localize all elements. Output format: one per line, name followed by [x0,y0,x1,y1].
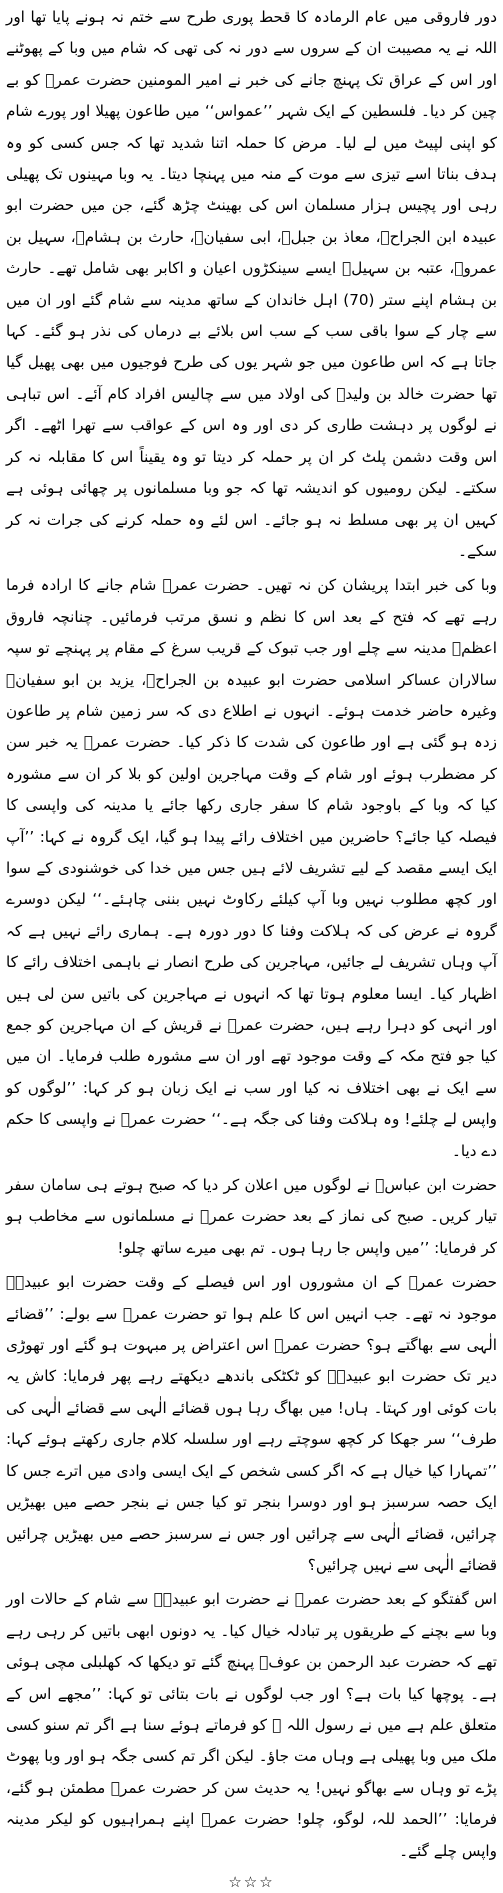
article-paragraph-3: حضرت ابن عباسؓ نے لوگوں میں اعلان کر دیا کہ صبح ہوتے ہی سامان سفر تیار کریں۔ صبح کی نماز کے بعد حضرت عمرؓ نے مسلمانوں سے مخاطب ہو کر فرمایا: ’’میں واپس جا رہا ہوں۔ تم بھی میرے ساتھ چلو! [6,1176,497,1257]
article-paragraph-1: دور فاروقی میں عام الرمادہ کا قحط پوری طرح سے ختم نہ ہونے پایا تھا اور اللہ نے یہ مصیبت ان کے سروں سے دور نہ کی تھی کہ شام میں وبا کے پھوٹنے اور اس کے عراق تک پہنچ جانے کی خبر نے امیر المومنین حضرت عمرؓ کو بے چین کر دیا۔ فلسطین کے ایک شہر ’’عمواس‘‘ میں طاعون پھیلا اور پورے شام کو اپنی لپیٹ میں لے لیا۔ مرض کا حملہ اتنا شدید تھا کہ جس کسی کو وہ ہدف بناتا اسے تیزی سے موت کے منہ میں پہنچا دیتا۔ یہ وبا مہینوں تک پھیلی رہی اور پچیس ہزار مسلمان اس کی بھینٹ چڑھ گئے، جن میں حضرت ابو عبیدہ ابن الجراحؓ، معاذ بن جبلؓ، ابی سفیانؓ، حارث بن ہشامؓ، سہیل بن عمروؓ، عتبہ بن سہیلؓ ایسے سینکڑوں اعیان و اکابر بھی شامل تھے۔ حارث بن ہشام اپنے ستر (70) اہل خاندان کے ساتھ مدینہ سے شام گئے اور ان میں سے چار کے سوا باقی سب کے سب اس بلائے بے درماں کی نذر ہو گئے۔ کہا جاتا ہے کہ اس طاعون میں جو شہر یوں کی طرح فوجیوں میں بھی پھیل گیا تھا حضرت خالد بن ولیدؓ کی اولاد میں سے چالیس افراد کام آئے۔ اس تباہی نے لوگوں پر دہشت طاری کر دی اور وہ اس کے عواقب سے تھرا اٹھے۔ اگر اس وقت دشمن پلٹ کر ان پر حملہ کر دیتا تو وہ یقیناً اس کا مقابلہ نہ کر سکتے۔ لیکن رومیوں کو اندیشہ تھا کہ جو وبا مسلمانوں پر چھائی ہوئی ہے کہیں ان پر بھی مسلط نہ ہو جائے۔ اس لئے وہ حملہ کرنے کی جرات نہ کر سکے۔ [6,8,497,560]
article-paragraph-4: حضرت عمرؓ کے ان مشوروں اور اس فیصلے کے وقت حضرت ابو عبیدہؓ موجود نہ تھے۔ جب انہیں اس کا علم ہوا تو حضرت عمرؓ سے بولے: ’’قضائے الٰہی سے بھاگتے ہو؟ حضرت عمرؓ اس اعتراض پر مبہوت ہو گئے اور تھوڑی دیر تک حضرت ابو عبیدہؓ کو ٹکٹکی باندھے دیکھتے رہے پھر فرمایا: کاش یہ بات کوئی اور کہتا۔ ہاں! میں بھاگ رہا ہوں قضائے الٰہی سے قضائے الٰہی کی طرف‘‘ سر جھکا کر کچھ سوچتے رہے اور سلسلہ کلام جاری رکھتے ہوئے کہا: ’’تمہارا کیا خیال ہے کہ اگر کسی شخص کے ایک ایسی وادی میں اترے جس کا ایک حصہ سرسبز ہو اور دوسرا بنجر تو کیا جس نے بنجر حصے میں بھیڑیں چرائیں، قضائے الٰہی سے چرائیں اور جس نے سرسبز حصے میں بھیڑیں چرائیں قضائے الٰہی سے نہیں چرائیں؟ [6,1273,497,1574]
article-paragraph-5: اس گفتگو کے بعد حضرت عمرؓ نے حضرت ابو عبیدہؓ سے شام کے حالات اور وبا سے بچنے کے طریقوں پر تبادلہ خیال کیا۔ یہ دونوں ابھی باتیں کر رہی رہے تھے کہ حضرت عبد الرحمن بن عوفؓ پہنچ گئے تو دیکھا کہ کھلبلی مچی ہوئی ہے۔ پوچھا کیا بات ہے؟ اور جب لوگوں نے بات بتائی تو کہا: ’’مجھے اس کے متعلق علم ہے میں نے رسول اللہ ﷺ کو فرماتے ہوئے سنا ہے اگر تم سنو کسی ملک میں وبا پھیلی ہے وہاں مت جاؤ۔ لیکن اگر تم کسی جگہ ہو اور وبا پھوٹ پڑے تو وہاں سے بھاگو نہیں! یہ حدیث سن کر حضرت عمرؓ مطمئن ہو گئے، فرمایا: ’’الحمد للہ، لوگو، چلو! حضرت عمرؓ اپنے ہمراہیوں کو لیکر مدینہ واپس چلے گئے۔ [6,1590,497,1860]
article-paragraph-2: وبا کی خبر ابتدا پریشان کن نہ تھیں۔ حضرت عمرؓ شام جانے کا ارادہ فرما رہے تھے کہ فتح کے بعد اس کا نظم و نسق مرتب فرمائیں۔ چنانچہ فاروق اعظمؓ مدینہ سے چلے اور جب تبوک کے قریب سرغ کے مقام پر پہنچے تو سپہ سالاران عساکر اسلامی حضرت ابو عبیدہ بن الجراحؓ، یزید بن ابو سفیانؓ وغیرہ حاضر خدمت ہوئے۔ انہوں نے اطلاع دی کہ سر زمین شام پر طاعون زدہ ہو گئی ہے اور طاعون کی شدت کا ذکر کیا۔ حضرت عمرؓ یہ خبر سن کر مضطرب ہوئے اور شام کے وقت مہاجرین اولین کو بلا کر ان سے مشورہ کیا کہ وبا کے باوجود شام کا سفر جاری رکھا جائے یا مدینہ کی واپسی کا فیصلہ کیا جائے؟ حاضرین میں اختلاف رائے پیدا ہو گیا، ایک گروہ نے کہا: ’’آپ ایک ایسے مقصد کے لیے تشریف لائے ہیں جس میں خدا کی خوشنودی کے سوا اور کچھ مطلوب نہیں وبا آپ کیلئے رکاوٹ نہیں بننی چاہئے۔‘‘ لیکن دوسرے گروہ نے عرض کی کہ ہلاکت وفنا کا دور دورہ ہے۔ ہماری رائے نہیں ہے کہ آپ وہاں تشریف لے جائیں، مہاجرین کی طرح انصار نے باہمی اختلاف رائے کا اظہار کیا۔ ایسا معلوم ہوتا تھا کہ انہوں نے مہاجرین کی باتیں سن لی ہیں اور انہی کو دہرا رہے ہیں، حضرت عمرؓ نے قریش کے ان مہاجرین کو جمع کیا جو فتح مکہ کے وقت موجود تھے اور ان سے مشورہ طلب فرمایا۔ ان میں سے ایک نے بھی اختلاف نہ کیا اور سب نے ایک زبان ہو کر کہا: ’’لوگوں کو واپس لے چلئے! وہ ہلاکت وفنا کی جگہ ہے۔‘‘ حضرت عمرؓ نے واپسی کا حکم دے دیا۔ [6,576,497,1160]
section-separator-stars: ☆☆☆ [228,1872,275,1891]
